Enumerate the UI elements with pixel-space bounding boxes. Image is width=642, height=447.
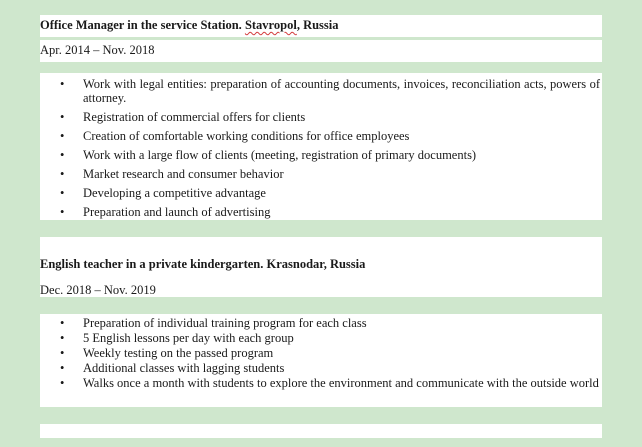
duty-text: Work with legal entities: preparation of accounting documents, invoices, reconciliation acts, powers of attorney. [83,77,600,105]
job-1-title-row [40,15,602,37]
bullet-icon: • [60,331,65,345]
list-item [40,331,602,346]
bullet-icon: • [60,361,65,375]
bullet-icon: • [60,376,65,390]
list-item [40,376,602,391]
bullet-icon: • [60,346,65,360]
duty-text: Developing a competitive advantage [83,186,266,200]
job-1-dates-row [40,40,602,62]
duty-text: Market research and consumer behavior [83,167,284,181]
bullet-icon: • [60,148,65,162]
list-item [40,77,602,105]
duty-text: Preparation of individual training program for each class [83,316,367,330]
bullet-icon: • [60,316,65,330]
list-item [40,361,602,376]
bullet-icon: • [60,186,65,200]
spellcheck-underline: Stavropol [244,18,297,32]
list-item [40,316,602,331]
job-2-duties-list [40,314,602,391]
duty-text: Additional classes with lagging students [83,361,285,375]
list-item [40,110,602,124]
job-1-duties-list [40,73,602,219]
next-section-block [40,424,602,438]
duty-text: Work with a large flow of clients (meeting, registration of primary documents) [83,148,477,162]
job-2-header-block [40,237,602,297]
job-1-title: Office Manager in the service Station. Stavropol, Russia [40,18,339,32]
list-item [40,148,602,162]
duty-text: 5 English lessons per day with each group [83,331,294,345]
job-2-dates: Dec. 2018 – Nov. 2019 [40,283,156,297]
list-item [40,167,602,181]
duty-text: Registration of commercial offers for clients [83,110,306,124]
duty-text: Walks once a month with students to explore the environment and communicate with the outside world [83,376,599,390]
list-item [40,186,602,200]
bullet-icon: • [60,110,65,124]
bullet-icon: • [60,77,65,91]
duty-text: Weekly testing on the passed program [83,346,274,360]
bullet-icon: • [60,205,65,219]
list-item [40,129,602,143]
list-item [40,346,602,361]
job-1-duties-block [40,73,602,220]
job-2-title: English teacher in a private kindergarten. Krasnodar, Russia [40,257,366,271]
duty-text: Preparation and launch of advertising [83,205,271,219]
bullet-icon: • [60,167,65,181]
job-1-dates: Apr. 2014 – Nov. 2018 [40,43,155,57]
job-2-duties-block [40,314,602,407]
bullet-icon: • [60,129,65,143]
list-item [40,205,602,219]
duty-text: Creation of comfortable working conditions for office employees [83,129,410,143]
